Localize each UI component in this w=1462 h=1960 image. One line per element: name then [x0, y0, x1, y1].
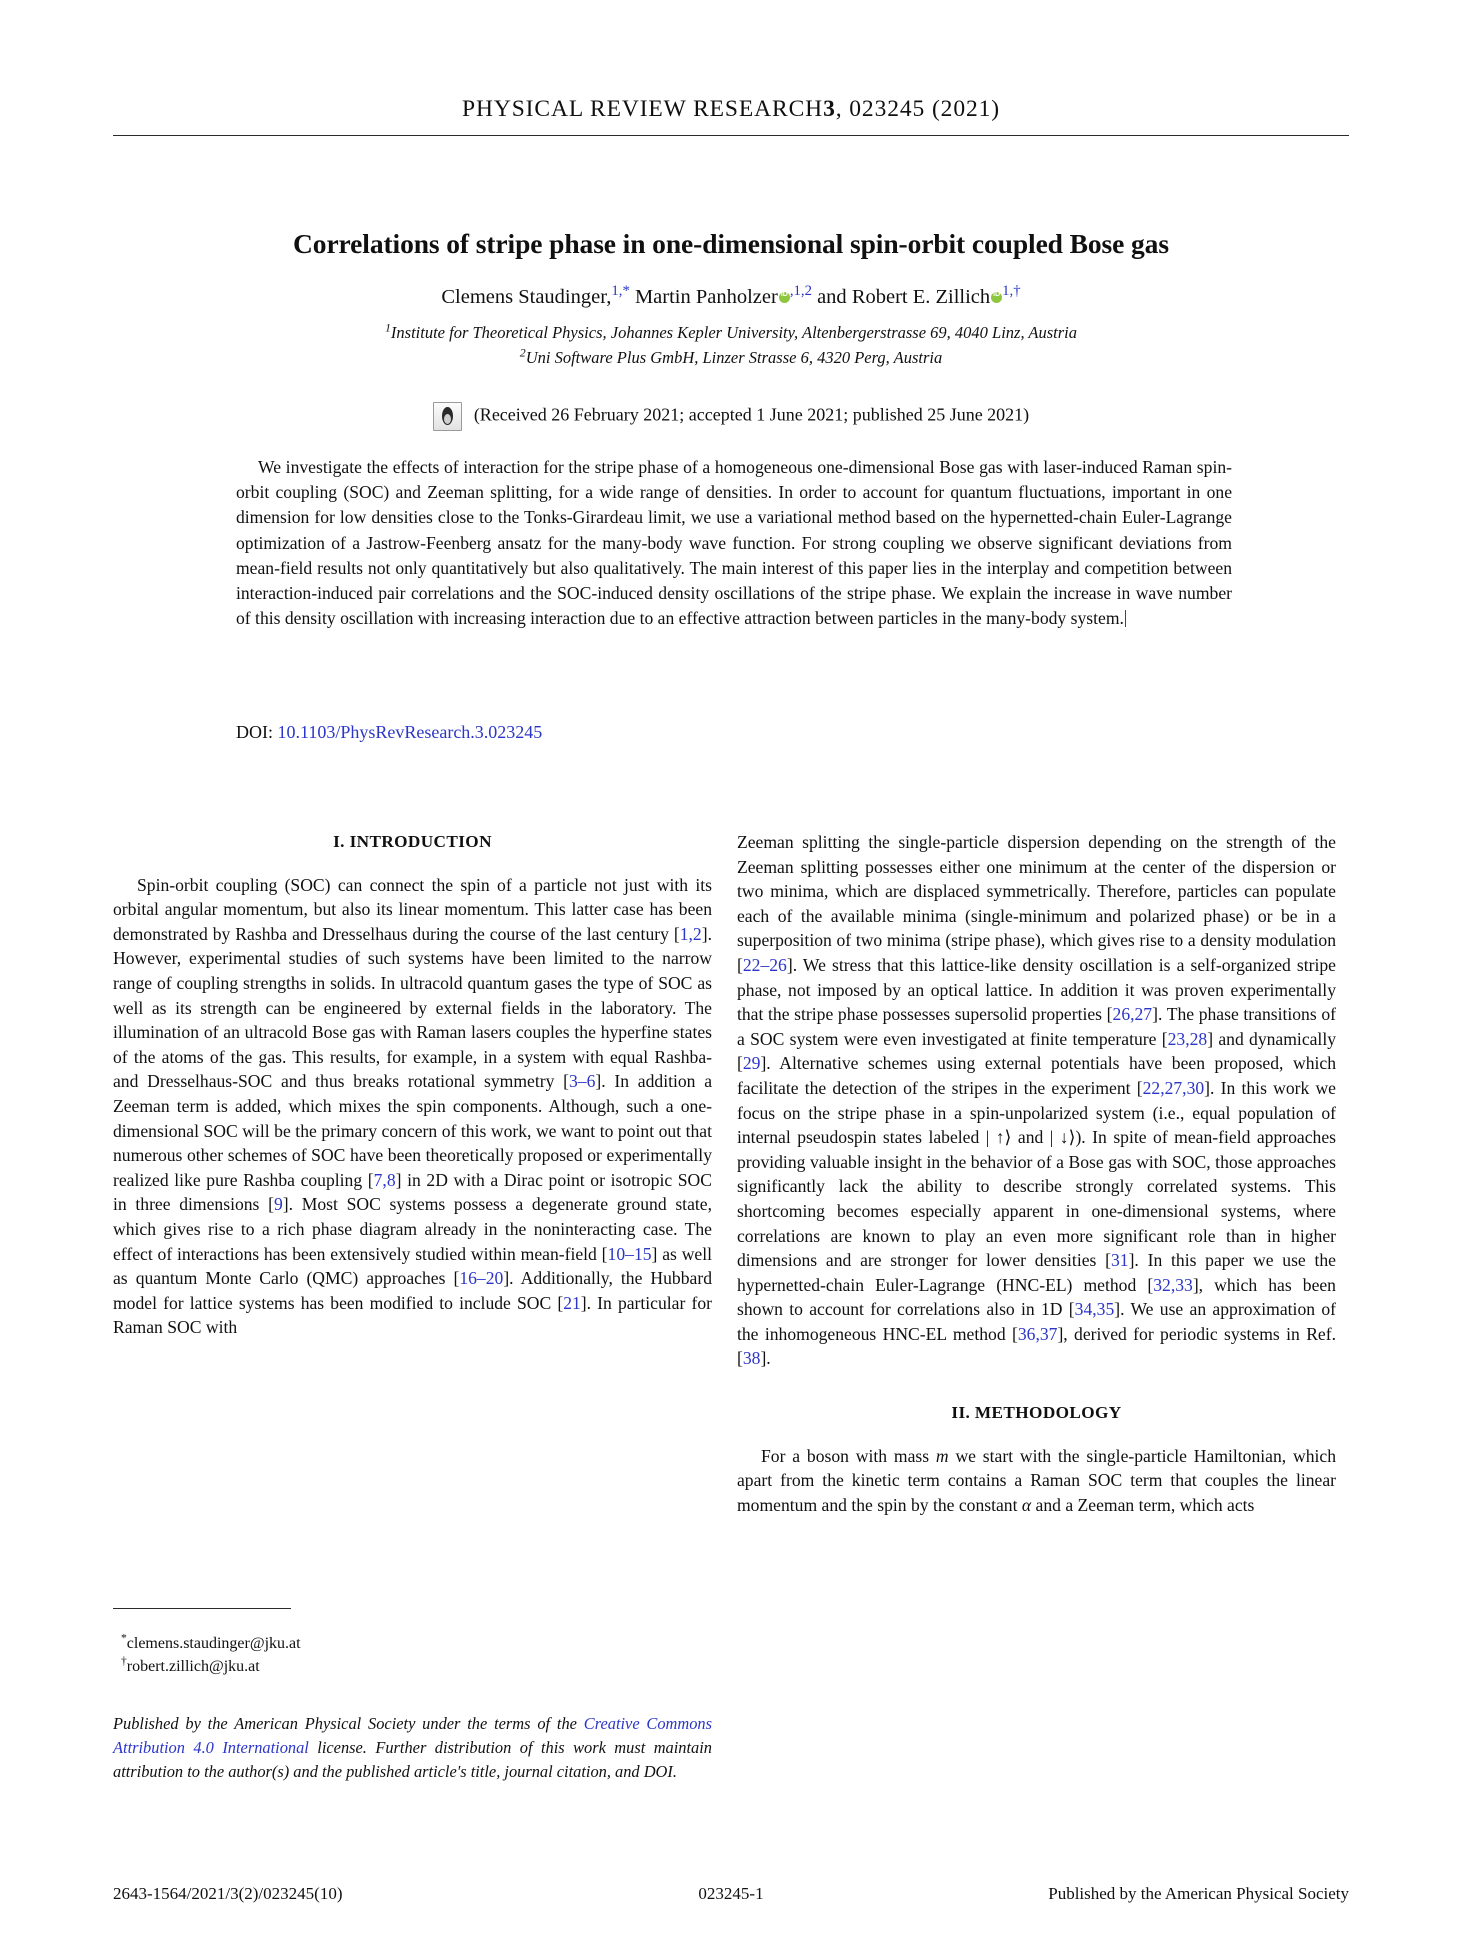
method-text-a: For a boson with mass	[761, 1445, 936, 1466]
right-column	[737, 830, 1336, 1517]
intro-text-e: ]. Most SOC systems possess a degenerate ground state, which gives rise to a rich phase diagram already in the noninteracting case. The effect of interactions has been extensively studied within mean-field [	[113, 1194, 712, 1264]
intro-text-b: ]. However, experimental studies of such systems have been limited to the narrow range of coupling strengths in solids. In ultracold quantum gases the type of SOC as well as its strength can be engineered by external fields in the laboratory. The illumination of an ultracold Bose gas with Raman lasers couples the hyperfine states of the atoms of the gas. This results, for example, in a system with equal Rashba- and Dresselhaus-SOC and thus breaks rotational symmetry [	[113, 923, 712, 1092]
doi-label: DOI:	[236, 722, 278, 742]
publisher-statement: Published by the American Physical Society	[1048, 1884, 1349, 1903]
intro2-text-k: ].	[760, 1348, 771, 1369]
footnote-2-mark: †	[121, 1655, 127, 1668]
license-text-b: license. Further distribution of this work must maintain attribution to the author(s) and the published article's title, journal citation, and DOI.	[113, 1738, 713, 1781]
citation-9[interactable]: 9	[273, 1194, 283, 1215]
footnote-separator	[113, 1608, 291, 1609]
citation-1-2[interactable]: 1,2	[679, 923, 702, 944]
page-number: 023245-1	[698, 1884, 764, 1903]
affiliation-list	[170, 320, 1292, 370]
intro2-text-i: ]. We use an approximation of the inhomogeneous HNC-EL method [	[737, 1299, 1336, 1344]
license-text-a: Published by the American Physical Society under the terms of the	[113, 1714, 584, 1733]
orcid-icon[interactable]	[991, 292, 1002, 303]
author-name-2: Martin Panholzer	[629, 286, 778, 308]
citation-3-6[interactable]: 3–6	[569, 1071, 596, 1092]
intro2-text-b: ]. We stress that this lattice-like density oscillation is a self-organized stripe phase, not imposed by an optical lattice. In addition it was proven experimentally that the stripe phase possesses supersolid properties [	[737, 954, 1336, 1025]
citation-7-8[interactable]: 7,8	[373, 1169, 396, 1190]
citation-16-20[interactable]: 16–20	[459, 1268, 504, 1289]
citation-38[interactable]: 38	[742, 1348, 761, 1369]
intro2-text-d: ] and dynamically [	[737, 1028, 1337, 1074]
header-rule	[113, 135, 1349, 136]
symbol-alpha: α	[1021, 1494, 1032, 1515]
symbol-mass: m	[935, 1445, 949, 1466]
affiliation-1-mark: 1	[384, 320, 391, 335]
intro2-text-c: ]. The phase transitions of a SOC system were even investigated at finite temperature [	[737, 1004, 1336, 1049]
affiliation-1	[170, 320, 1292, 345]
article-citation: , 023245 (2021)	[835, 96, 1000, 122]
page-title: Correlations of stripe phase in one-dimensional spin-orbit coupled Bose gas	[293, 228, 1169, 259]
author-name-3: Robert E. Zillich	[851, 286, 991, 308]
running-head	[113, 96, 1349, 123]
intro-text-d: ] in 2D with a Dirac point or isotropic SOC in three dimensions [	[113, 1169, 712, 1215]
citation-29[interactable]: 29	[742, 1053, 761, 1074]
citation-10-15[interactable]: 10–15	[607, 1243, 652, 1264]
intro2-text-g: ]. In this paper we use the hypernetted-chain Euler-Lagrange (HNC-EL) method [	[737, 1250, 1336, 1295]
citation-31[interactable]: 31	[1110, 1250, 1129, 1271]
author-conjunction: and	[811, 286, 852, 308]
author-list	[170, 283, 1292, 309]
publication-dates-row	[170, 402, 1292, 431]
text-cursor	[1125, 610, 1126, 627]
citation-36-37[interactable]: 36,37	[1017, 1323, 1058, 1344]
intro-text-c: ]. In addition a Zeeman term is added, which mixes the spin components. Although, such a one-dimensional SOC will be the primary concern of this work, we want to point out that numerous other schemes of SOC have been theoretically proposed or experimentally realized like pure Rashba coupling [	[113, 1071, 712, 1190]
footnote-email-1	[113, 1632, 712, 1655]
citation-32-33[interactable]: 32,33	[1153, 1274, 1193, 1295]
intro-text-g: ]. Additionally, the Hubbard model for lattice systems has been modified to include SOC [	[113, 1268, 712, 1313]
left-column	[113, 830, 712, 1340]
doi-line	[236, 722, 542, 743]
citation-22-26[interactable]: 22–26	[742, 954, 787, 975]
volume-number: 3	[823, 96, 836, 122]
citation-23-28[interactable]: 23,28	[1167, 1028, 1208, 1049]
doi-link[interactable]: 10.1103/PhysRevResearch.3.023245	[277, 722, 543, 742]
journal-name: PHYSICAL REVIEW RESEARCH	[461, 96, 824, 122]
citation-26-27[interactable]: 26,27	[1112, 1004, 1153, 1025]
affiliation-2-mark: 2	[519, 345, 526, 360]
method-text-c: and a Zeeman term, which acts	[1031, 1494, 1255, 1515]
citation-22-27-30[interactable]: 22,27,30	[1142, 1077, 1205, 1098]
intro-paragraph-right	[737, 830, 1336, 1371]
intro-text-a: Spin-orbit coupling (SOC) can connect the spin of a particle not just with its orbital angular momentum, but also its linear momentum. This latter case has been demonstrated by Rashba and Dresselhaus during the course of the last century [	[113, 874, 712, 944]
section-heading-methodology: II. METHODOLOGY	[951, 1403, 1122, 1423]
received-accepted-published: (Received 26 February 2021; accepted 1 June 2021; published 25 June 2021)	[473, 404, 1030, 425]
abstract-text: We investigate the effects of interaction for the stripe phase of a homogeneous one-dimensional Bose gas with laser-induced Raman spin-orbit coupling (SOC) and Zeeman splitting, for a wide range of densities. In order to account for quantum fluctuations, important in one dimension for low densities close to the Tonks-Girardeau limit, we use a variational method based on the hypernetted-chain Euler-Lagrange optimization of a Jastrow-Feenberg ansatz for the many-body wave function. For strong coupling we observe significant deviations from mean-field results not only quantitatively but also qualitatively. The main interest of this paper lies in the interplay and competition between interaction-induced pair correlations and the SOC-induced density oscillations of the stripe phase. We explain the increase in wave number of this density oscillation with increasing interaction due to an effective attraction between particles in the many-body system.	[236, 457, 1232, 629]
footnote-block	[113, 1632, 712, 1678]
author-1-marks: 1,*	[611, 283, 630, 300]
affiliation-2	[170, 345, 1292, 370]
intro2-text-f: ]. In this work we focus on the stripe phase in a spin-unpolarized system (i.e., equal population of internal pseudospin states labeled | ↑⟩ and | ↓⟩). In spite of mean-field approaches providing valuable insight in the behavior of a Bose gas with SOC, those approaches significantly lack the ability to describe strongly correlated systems. This shortcoming becomes especially apparent in one-dimensional systems, where correlations are known to play an even more significant role than in higher dimensions and are stronger for lower densities [	[737, 1077, 1336, 1271]
citation-34-35[interactable]: 34,35	[1074, 1299, 1115, 1320]
intro2-text-e: ]. Alternative schemes using external potentials have been proposed, which facilitate the detection of the stripes in the experiment [	[737, 1053, 1336, 1098]
license-statement	[113, 1712, 712, 1784]
author-3-marks: 1,†	[1002, 283, 1021, 300]
abstract	[236, 455, 1232, 631]
license-link[interactable]: Creative Commons Attribution 4.0 International	[113, 1714, 712, 1757]
footnote-1-text[interactable]: clemens.staudinger@jku.at	[126, 1635, 301, 1652]
orcid-icon[interactable]	[779, 292, 790, 303]
affiliation-2-text: Uni Software Plus GmbH, Linzer Strasse 6, 4320 Perg, Austria	[525, 348, 943, 367]
intro-text-h: ]. In particular for Raman SOC with	[113, 1292, 712, 1338]
citation-21[interactable]: 21	[563, 1292, 581, 1313]
intro2-text-a: Zeeman splitting the single-particle dispersion depending on the strength of the Zeeman splitting possesses either one minimum at the center of the dispersion or two minima, which are displaced symmetrically. Therefore, particles can populate each of the available minima (single-minimum and polarized phase) or be in a superposition of two minima (stripe phase), which gives rise to a density modulation [	[737, 832, 1336, 975]
crossmark-icon[interactable]	[433, 402, 462, 431]
intro-text-f: ] as well as quantum Monte Carlo (QMC) approaches [	[113, 1243, 712, 1289]
method-text-b: we start with the single-particle Hamiltonian, which apart from the kinetic term contains a Raman SOC term that couples the linear momentum and the spin by the constant	[737, 1445, 1336, 1515]
author-2-marks: ,1,2	[789, 283, 812, 300]
intro2-text-h: ], which has been shown to account for correlations also in 1D [	[737, 1274, 1336, 1320]
issn-article-code: 2643-1564/2021/3(2)/023245(10)	[113, 1884, 343, 1903]
intro-paragraph-left	[113, 873, 712, 1340]
author-name-1: Clemens Staudinger,	[441, 286, 612, 308]
footnote-1-mark: *	[121, 1632, 127, 1645]
affiliation-1-text: Institute for Theoretical Physics, Johannes Kepler University, Altenbergerstrasse 69, 4040 Linz, Austria	[390, 323, 1078, 342]
footnote-email-2	[113, 1655, 712, 1678]
methodology-paragraph	[737, 1444, 1336, 1518]
section-heading-introduction: I. INTRODUCTION	[333, 832, 492, 851]
footnote-2-text[interactable]: robert.zillich@jku.at	[126, 1658, 260, 1675]
intro2-text-j: ], derived for periodic systems in Ref. [	[737, 1323, 1336, 1369]
